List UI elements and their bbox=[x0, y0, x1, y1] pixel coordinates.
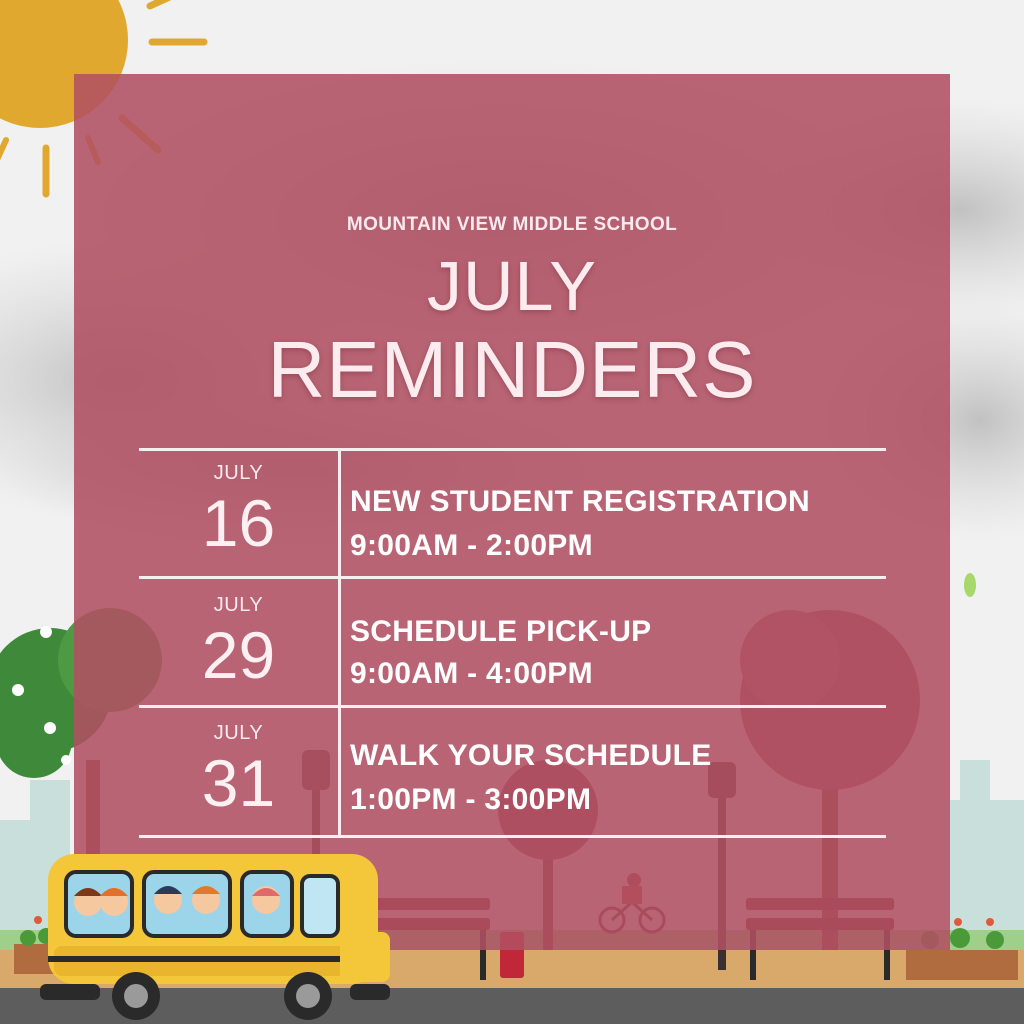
event-time: 9:00AM - 4:00PM bbox=[350, 657, 593, 690]
event-name: WALK YOUR SCHEDULE bbox=[350, 739, 712, 772]
table-divider-top bbox=[139, 448, 886, 451]
title-month: JULY bbox=[427, 247, 597, 325]
leaf bbox=[964, 573, 976, 597]
event-day: 31 bbox=[201, 746, 276, 820]
event-name: NEW STUDENT REGISTRATION bbox=[350, 485, 810, 518]
school-bus-icon bbox=[40, 846, 400, 1024]
table-divider bbox=[139, 705, 886, 708]
event-month: JULY bbox=[213, 594, 264, 616]
event-time: 1:00PM - 3:00PM bbox=[350, 783, 592, 816]
table-column-divider bbox=[338, 450, 341, 838]
table-divider bbox=[139, 576, 886, 579]
event-day: 16 bbox=[201, 486, 276, 560]
event-name: SCHEDULE PICK-UP bbox=[350, 615, 652, 648]
event-time: 9:00AM - 2:00PM bbox=[350, 529, 593, 562]
title-reminders: REMINDERS bbox=[267, 325, 757, 414]
event-day: 29 bbox=[201, 618, 276, 692]
school-name: MOUNTAIN VIEW MIDDLE SCHOOL bbox=[346, 214, 678, 235]
event-month: JULY bbox=[213, 722, 264, 744]
event-month: JULY bbox=[213, 462, 264, 484]
table-divider-bottom bbox=[139, 835, 886, 838]
